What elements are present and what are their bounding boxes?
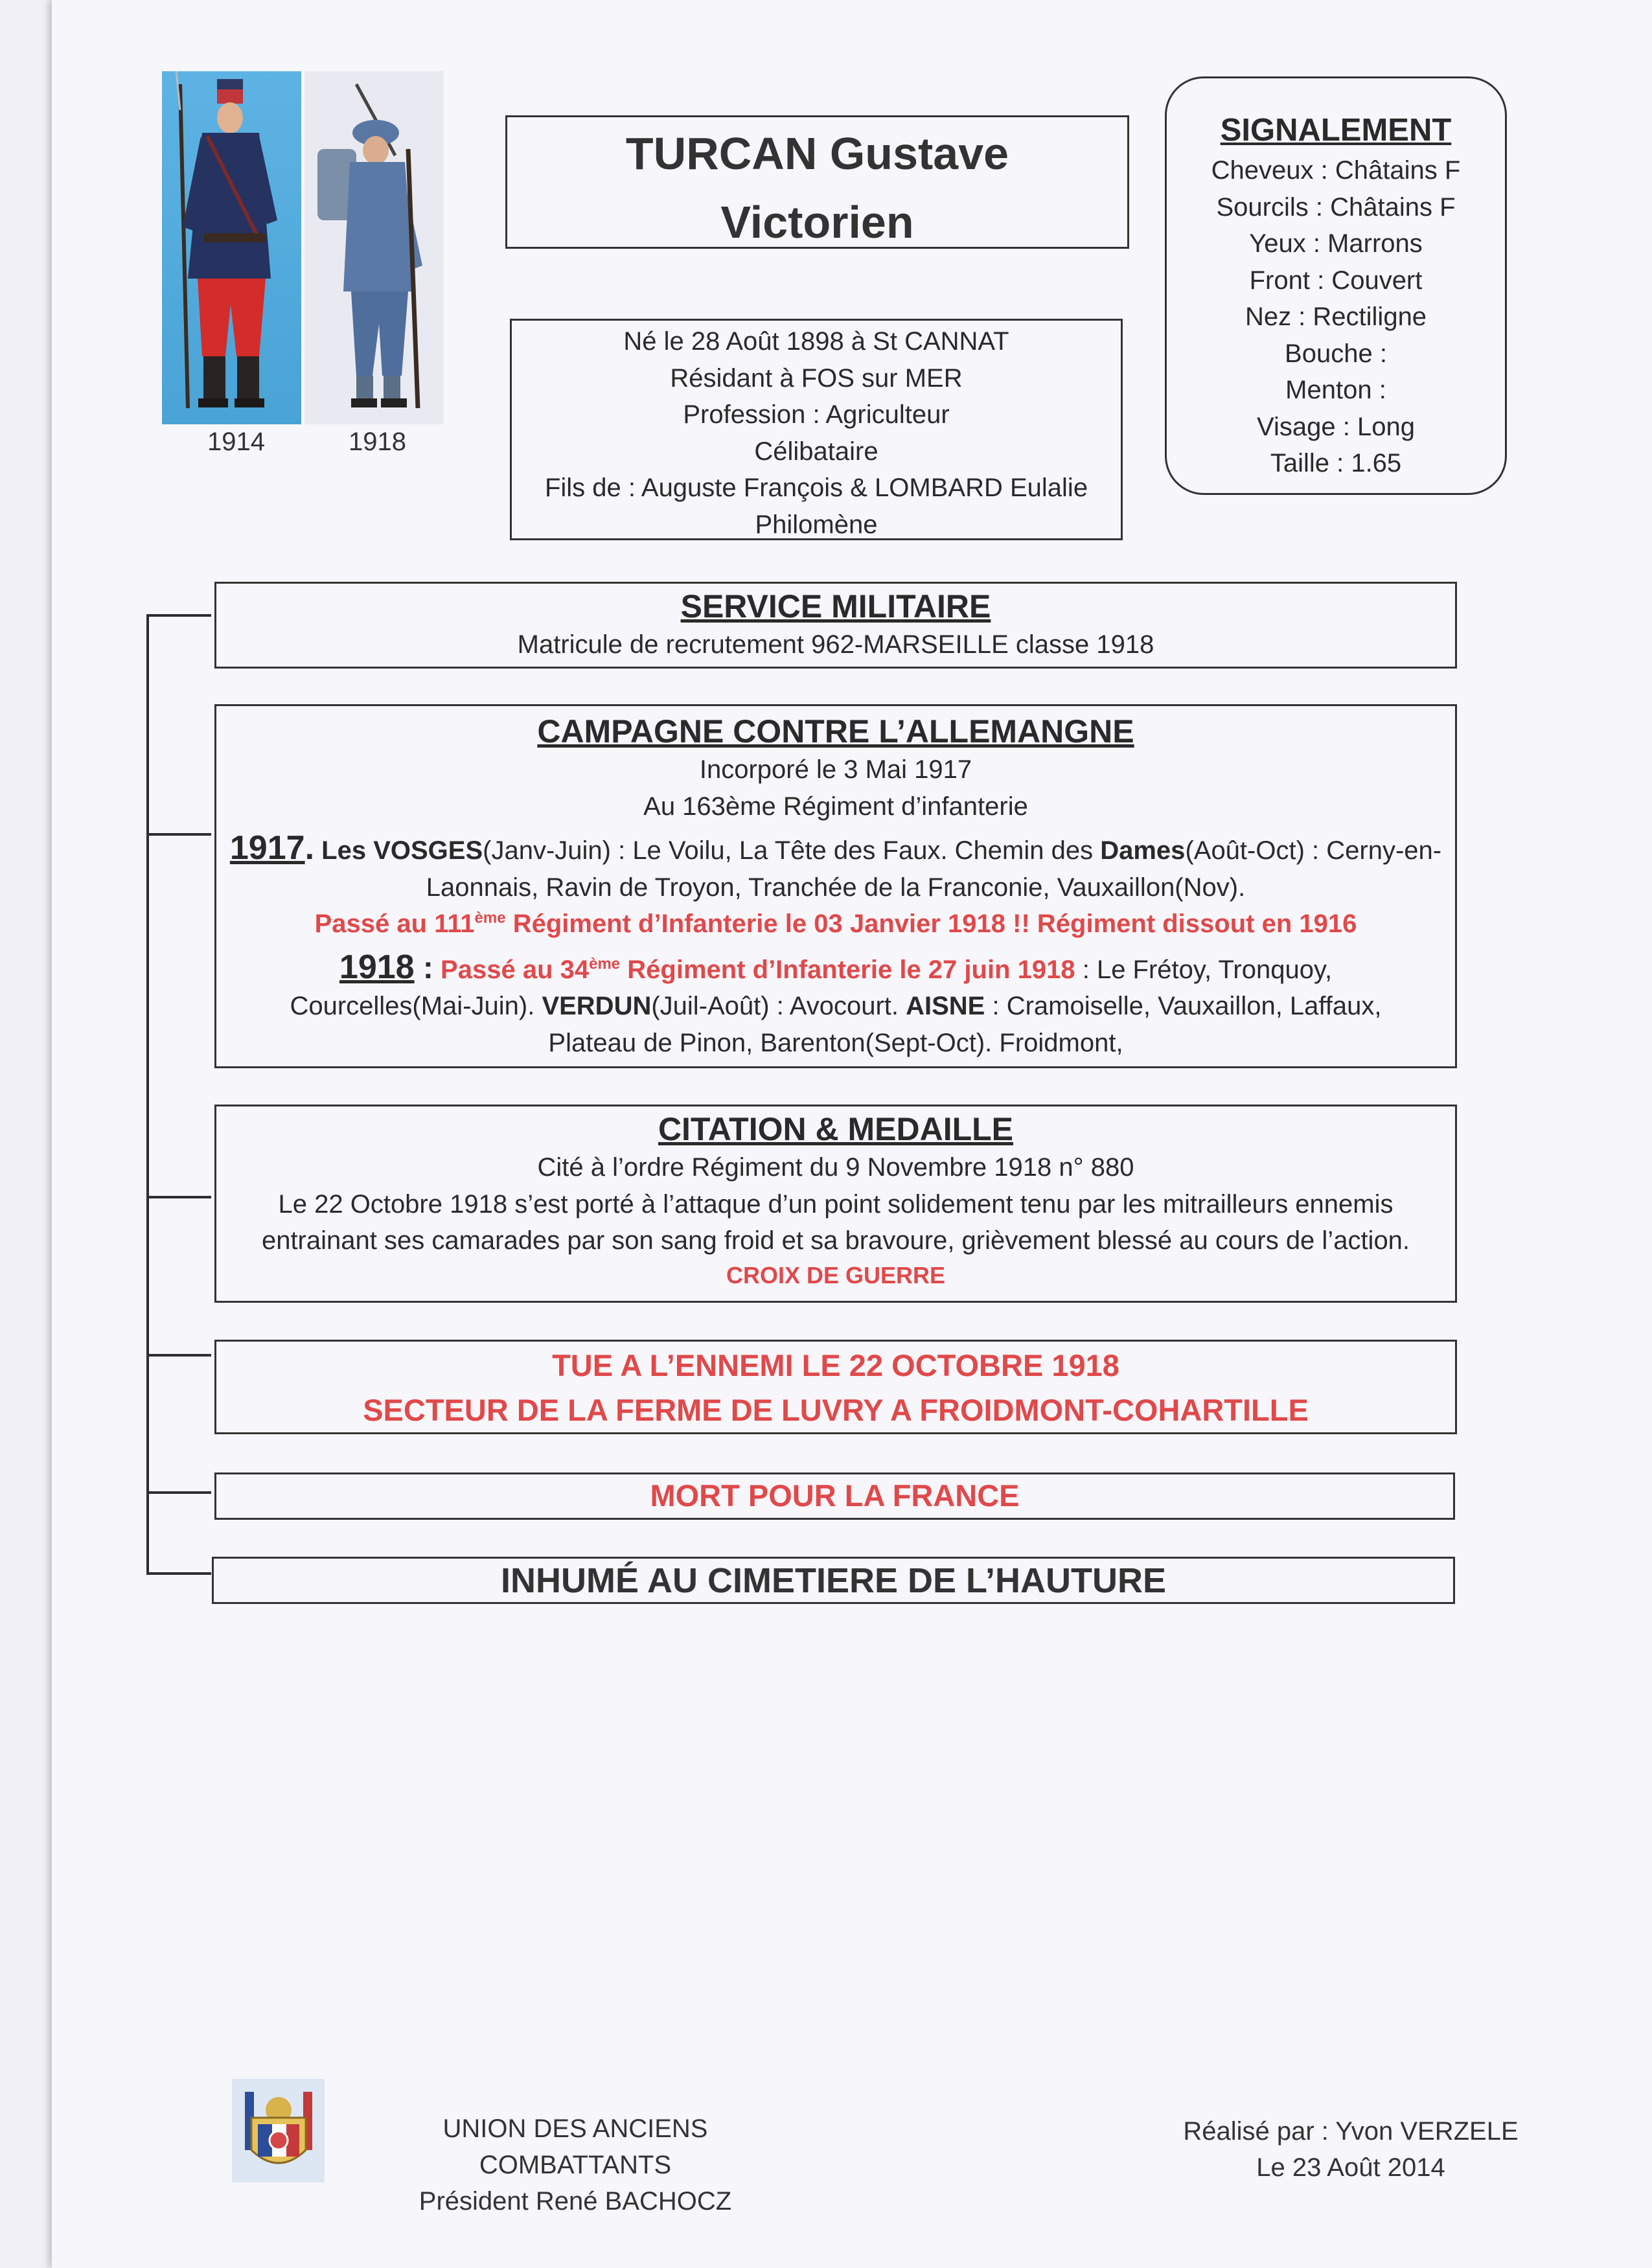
dames-detail: (Août-Oct) : Cerny-en- bbox=[1185, 836, 1442, 865]
passe-111-line bbox=[216, 906, 1455, 943]
campagne-box bbox=[214, 704, 1457, 1068]
signalement-line: Front : Couvert bbox=[1249, 266, 1423, 295]
killed-line-1: TUE A L’ENNEMI LE 22 OCTOBRE 1918 bbox=[552, 1348, 1119, 1382]
timeline-connector bbox=[146, 1196, 211, 1198]
campaign-1918-line bbox=[216, 949, 1455, 989]
profession-line: Profession : Agriculteur bbox=[683, 400, 950, 429]
passe-34-segment bbox=[441, 956, 1075, 984]
courcelles-text: Courcelles(Mai-Juin). bbox=[290, 992, 542, 1020]
marital-status-line: Célibataire bbox=[754, 437, 878, 466]
birth-line: Né le 28 Août 1898 à St CANNAT bbox=[623, 327, 1009, 356]
residence-line: Résidant à FOS sur MER bbox=[670, 363, 963, 393]
citation-title: CITATION & MEDAILLE bbox=[658, 1111, 1014, 1147]
citation-line-2: Le 22 Octobre 1918 s’est porté à l’attaque d’un point solidement tenu par les mitrailleurs ennemis bbox=[278, 1189, 1394, 1219]
parents-line-2: Philomène bbox=[755, 510, 878, 539]
name-line-1: TURCAN Gustave bbox=[625, 128, 1009, 179]
incorporation-line: Incorporé le 3 Mai 1917 bbox=[699, 755, 972, 784]
timeline-connector bbox=[146, 833, 211, 836]
signalement-line: Yeux : Marrons bbox=[1249, 229, 1423, 258]
service-militaire-box bbox=[214, 582, 1457, 669]
campaign-1918-line-3: Plateau de Pinon, Barenton(Sept-Oct). Froidmont, bbox=[548, 1028, 1123, 1057]
signalement-line: Cheveux : Châtains F bbox=[1211, 156, 1461, 185]
passe-111-pre: Passé au 111 bbox=[314, 910, 475, 938]
aisne-label: AISNE bbox=[906, 992, 985, 1020]
burial-box bbox=[212, 1557, 1455, 1604]
author-name: Réalisé par : Yvon VERZELE bbox=[1183, 2117, 1519, 2146]
killed-in-action-box bbox=[214, 1340, 1457, 1434]
timeline-connector bbox=[146, 614, 211, 617]
passe-34-post: Régiment d’Infanterie le 27 juin 1918 bbox=[620, 955, 1075, 984]
campaign-1917-line bbox=[216, 830, 1455, 869]
campagne-title: CAMPAGNE CONTRE L’ALLEMANGNE bbox=[537, 713, 1134, 750]
mort-pour-la-france-box bbox=[214, 1472, 1455, 1520]
vosges-detail: (Janv-Juin) : Le Voilu, La Tête des Faux. Chemin des bbox=[483, 836, 1101, 865]
veterans-emblem-logo bbox=[232, 2079, 325, 2182]
timeline-connector bbox=[146, 1572, 211, 1575]
author-date: Le 23 Août 2014 bbox=[1256, 2153, 1445, 2182]
citation-line-1: Cité à l’ordre Régiment du 9 Novembre 1918 n° 880 bbox=[537, 1153, 1134, 1182]
birth-info-box bbox=[510, 319, 1123, 540]
mort-pour-la-france-label: MORT POUR LA FRANCE bbox=[650, 1478, 1020, 1513]
signalement-line: Bouche : bbox=[1285, 339, 1387, 368]
verdun-label: VERDUN bbox=[542, 992, 652, 1020]
timeline-connector bbox=[146, 1354, 211, 1357]
name-title-box bbox=[505, 115, 1129, 249]
signalement-box bbox=[1165, 76, 1507, 495]
killed-line-2: SECTEUR DE LA FERME DE LUVRY A FROIDMONT-COHARTILLE bbox=[363, 1393, 1309, 1427]
vosges-label: Les VOSGES bbox=[321, 836, 483, 865]
year-1918: 1918 bbox=[339, 948, 415, 986]
passe-111-post: Régiment d’Infanterie le 03 Janvier 1918 !! Régiment dissout en 1916 bbox=[505, 910, 1357, 938]
organization-president: Président René BACHOCZ bbox=[419, 2187, 732, 2216]
citation-box bbox=[214, 1105, 1457, 1303]
signalement-line: Sourcils : Châtains F bbox=[1216, 192, 1456, 222]
organization-name: UNION DES ANCIENS COMBATTANTS bbox=[442, 2114, 708, 2179]
name-line-2: Victorien bbox=[720, 197, 914, 247]
signalement-line: Nez : Rectiligne bbox=[1245, 303, 1427, 331]
aisne-detail: : Cramoiselle, Vauxaillon, Laffaux, bbox=[985, 992, 1382, 1020]
year-label-1914: 1914 bbox=[207, 428, 265, 456]
campaign-1918-line-2 bbox=[216, 988, 1455, 1025]
regiment-line: Au 163ème Régiment d’infanterie bbox=[643, 792, 1028, 821]
year-1918-colon: : bbox=[414, 950, 433, 985]
timeline-connector bbox=[146, 1491, 211, 1494]
verdun-detail: (Juil-Août) : Avocourt. bbox=[651, 992, 906, 1020]
dames-label: Dames bbox=[1100, 836, 1186, 865]
passe-111-sup: ème bbox=[474, 909, 506, 927]
signalement-line: Menton : bbox=[1285, 376, 1386, 404]
campaign-1917-line-2: Laonnais, Ravin de Troyon, Tranchée de la Franconie, Vauxaillon(Nov). bbox=[426, 873, 1246, 902]
soldier-1918-image bbox=[304, 71, 444, 424]
timeline-vertical-line bbox=[146, 614, 149, 1575]
organization-block bbox=[352, 2111, 799, 2219]
service-title: SERVICE MILITAIRE bbox=[680, 588, 991, 624]
citation-line-3: entrainant ses camarades par son sang froid et sa bravoure, grièvement blessé au cours de l’action. bbox=[261, 1226, 1410, 1255]
signalement-line: Taille : 1.65 bbox=[1270, 449, 1402, 477]
year-label-1918: 1918 bbox=[349, 428, 406, 456]
burial-label: INHUMÉ AU CIMETIERE DE L’HAUTURE bbox=[500, 1561, 1167, 1600]
year-1917: 1917 bbox=[229, 829, 305, 867]
passe-34-sup: ème bbox=[589, 955, 621, 973]
author-block bbox=[1163, 2113, 1539, 2186]
signalement-line: Visage : Long bbox=[1257, 412, 1415, 441]
campaign-1918-places: : Le Frétoy, Tronquoy, bbox=[1075, 955, 1333, 984]
passe-34-pre: Passé au 34 bbox=[441, 955, 590, 984]
year-1917-dot: . bbox=[304, 829, 315, 867]
signalement-title: SIGNALEMENT bbox=[1220, 113, 1452, 148]
parents-line: Fils de : Auguste François & LOMBARD Eulalie bbox=[544, 474, 1088, 502]
medal-label: CROIX DE GUERRE bbox=[726, 1261, 946, 1289]
soldier-1914-image bbox=[162, 71, 301, 424]
service-matricule: Matricule de recrutement 962-MARSEILLE classe 1918 bbox=[517, 630, 1154, 659]
